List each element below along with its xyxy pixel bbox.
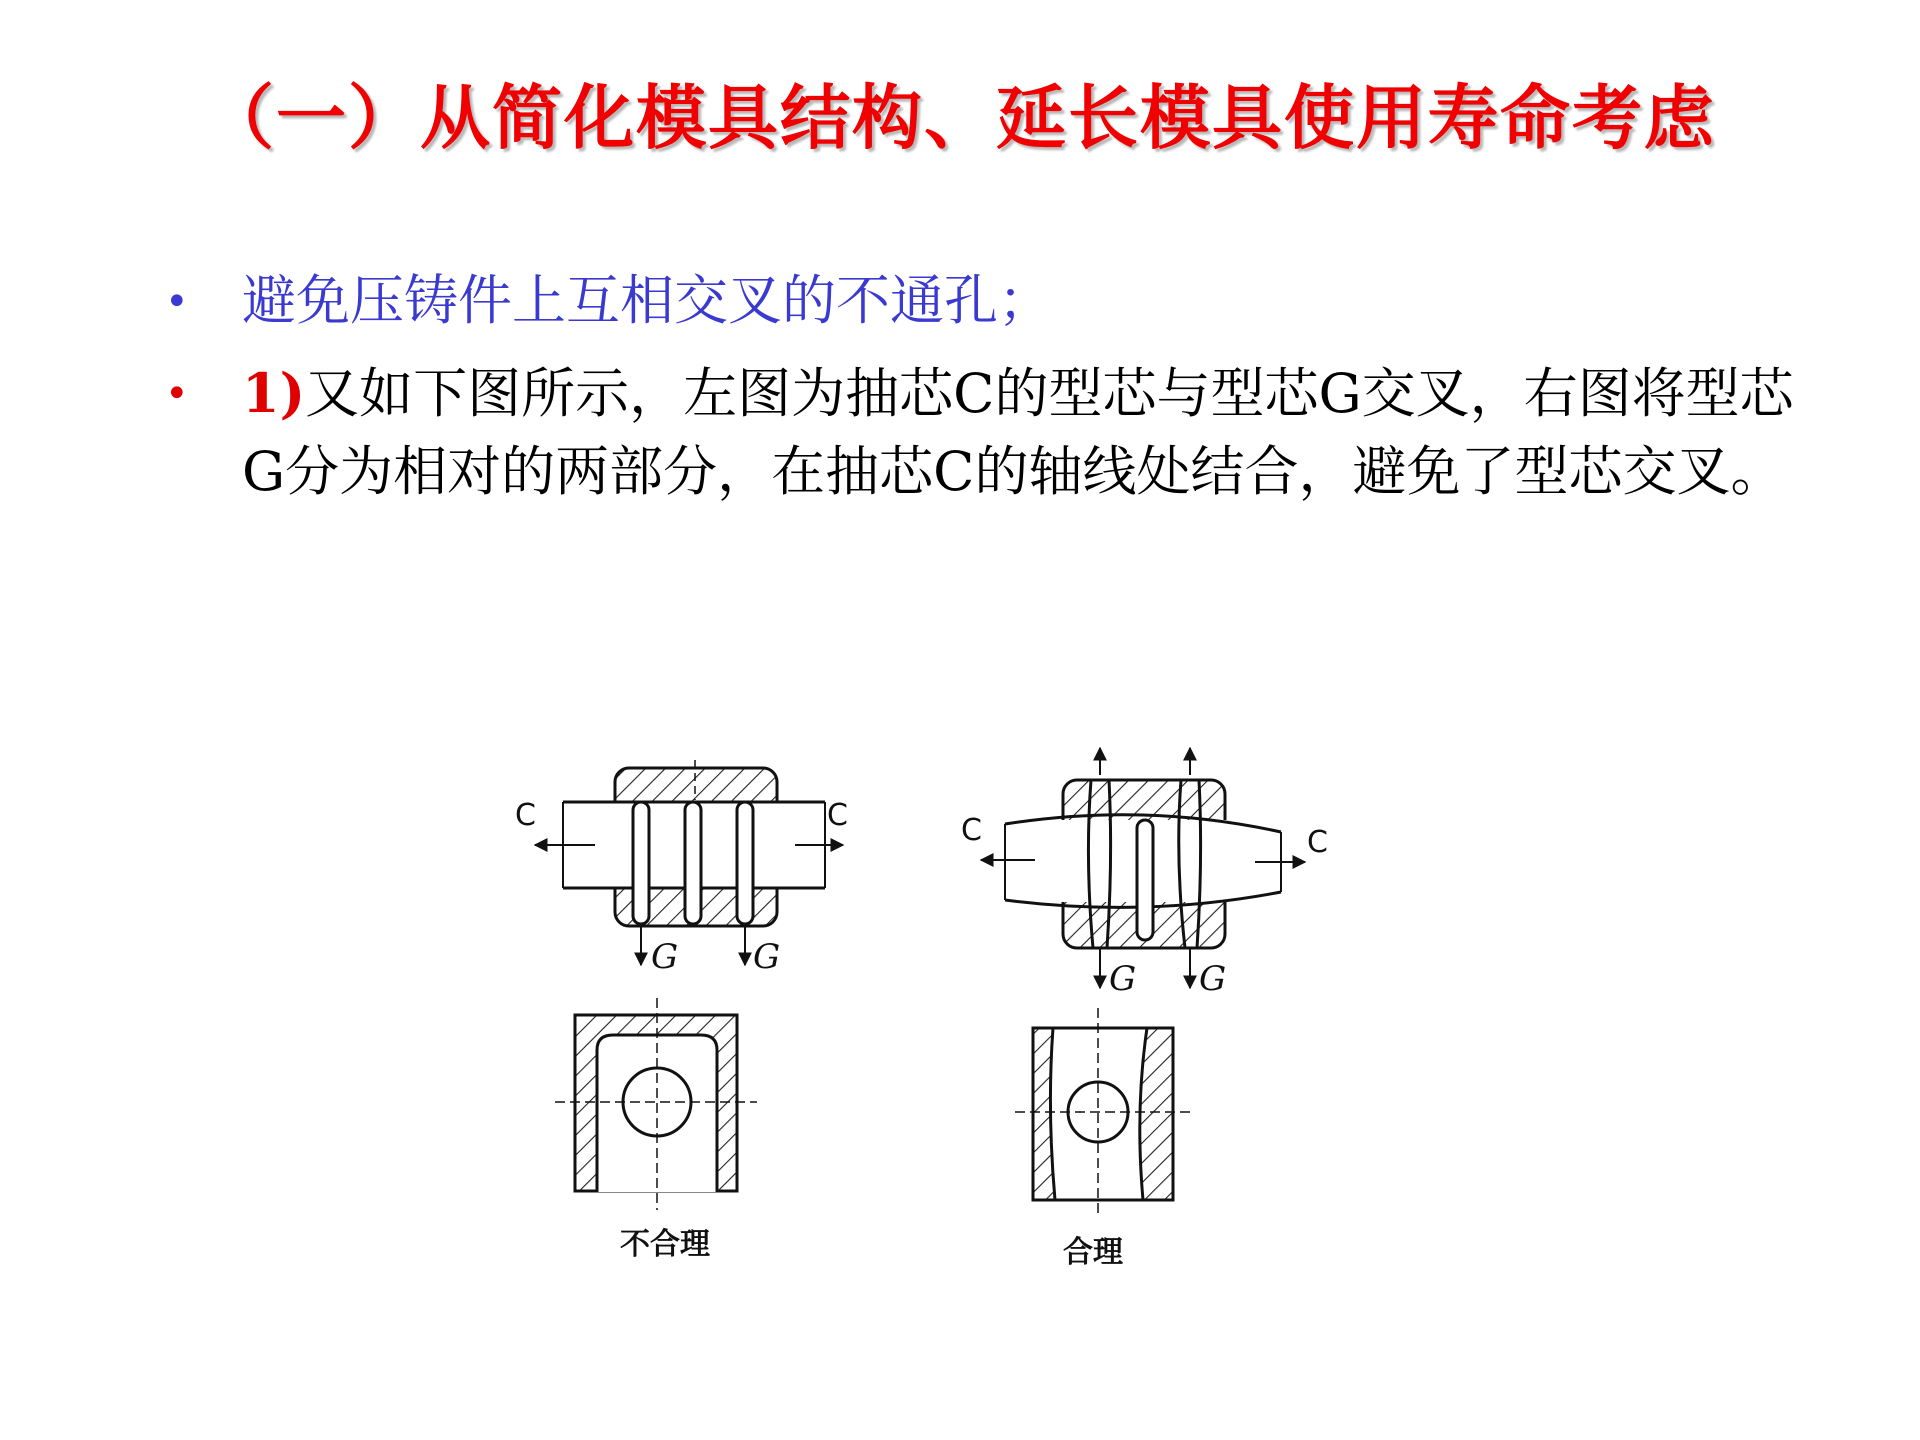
reasonable-design [961, 748, 1328, 1270]
right-side-view [1015, 1008, 1195, 1218]
caption-reasonable: 合理 [1063, 1235, 1123, 1270]
right-section-view [981, 748, 1305, 988]
bullet-text: 避免压铸件上互相交叉的不通孔； [242, 269, 1052, 332]
label-c-right: C [1307, 825, 1328, 860]
core-intersection-figure [495, 740, 1395, 1280]
bullet-item-example [165, 354, 1805, 511]
label-c-right: C [827, 798, 848, 833]
bullet-item-avoid-holes [165, 262, 1805, 340]
label-c-left: C [961, 813, 982, 848]
bullet-list [165, 262, 1805, 525]
unreasonable-design [515, 760, 848, 1262]
caption-unreasonable: 不合理 [620, 1227, 710, 1262]
bullet-marker: • [165, 279, 189, 325]
bullet-text [242, 354, 1805, 511]
left-section-view [535, 760, 843, 965]
label-g-1: G [1109, 959, 1137, 999]
label-g-2: G [1199, 959, 1227, 999]
bullet-marker: • [165, 371, 189, 417]
slide-title: （一）从简化模具结构、延长模具使用寿命考虑 [204, 77, 1716, 159]
label-g-2: G [753, 937, 781, 977]
label-c-left: C [515, 798, 536, 833]
bullet-body: 又如下图所示，左图为抽芯C的型芯与型芯G交叉，右图将型芯G分为相对的两部分，在抽芯C的轴线处结合，避免了型芯交叉。 [242, 362, 1794, 503]
bullet-number: 1) [242, 361, 306, 425]
left-side-view [555, 998, 757, 1210]
label-g-1: G [651, 937, 679, 977]
